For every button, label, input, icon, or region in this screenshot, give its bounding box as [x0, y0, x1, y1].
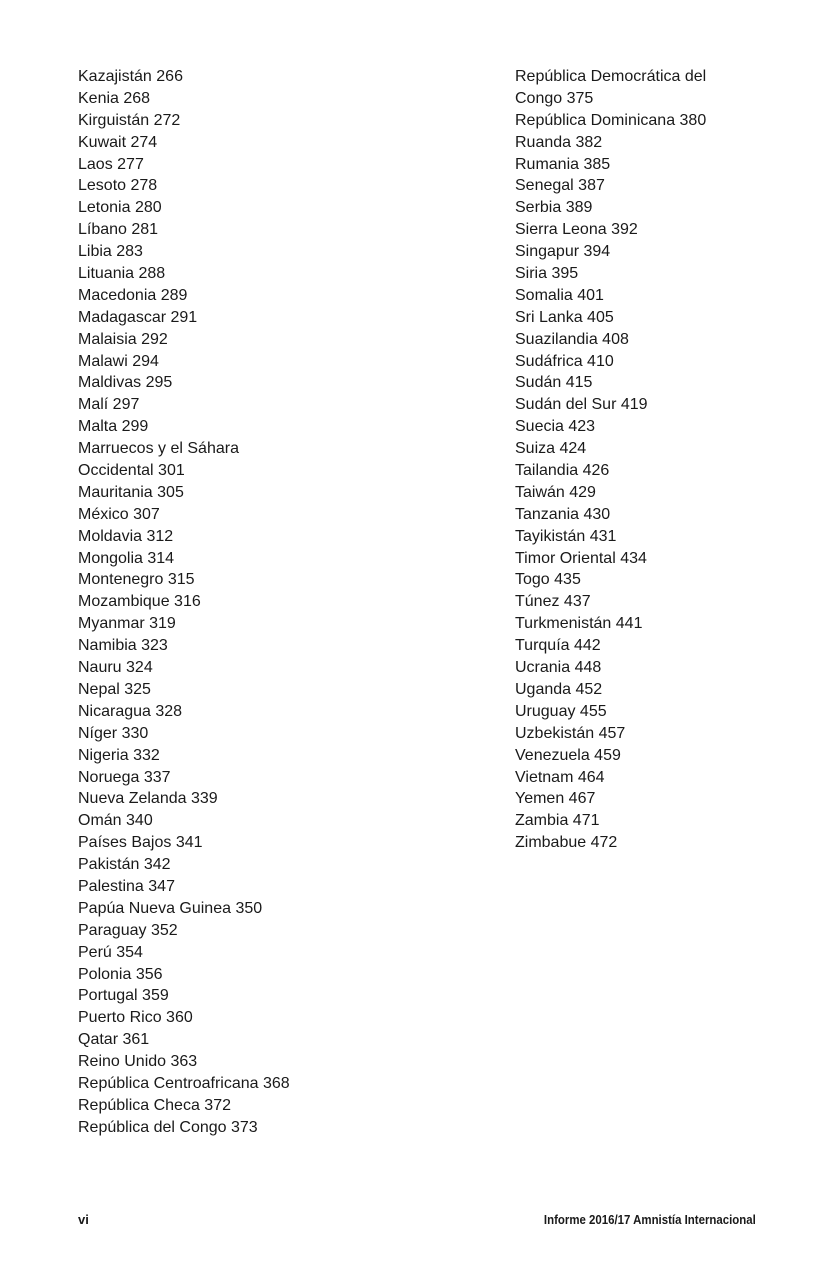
index-entry: Vietnam 464 — [515, 768, 605, 786]
index-entry: Suazilandia 408 — [515, 330, 629, 348]
index-entry: República Democrática del — [515, 68, 707, 85]
index-entry: Rumania 385 — [515, 155, 611, 173]
index-entry: Libia 283 — [78, 243, 143, 261]
index-entry: Kenia 268 — [78, 89, 151, 107]
index-entry: Kuwait 274 — [78, 133, 158, 151]
index-entry: Tayikistán 431 — [515, 527, 617, 545]
index-entry: Líbano 281 — [78, 221, 159, 239]
index-entry: Namibia 323 — [78, 637, 168, 655]
index-entry: República del Congo 373 — [78, 1118, 258, 1136]
index-entry: Maldivas 295 — [78, 374, 173, 392]
index-entry: Malaisia 292 — [78, 330, 168, 348]
index-entry: Mozambique 316 — [78, 593, 201, 611]
index-entry: Kirguistán 272 — [78, 111, 181, 129]
index-entry: Paraguay 352 — [78, 921, 178, 939]
index-column-left — [78, 66, 290, 1139]
index-entry: Togo 435 — [515, 571, 581, 589]
index-entry: Nigeria 332 — [78, 746, 160, 764]
index-entry: República Checa 372 — [78, 1096, 231, 1114]
index-entry: Serbia 389 — [515, 199, 593, 217]
index-entry: Montenegro 315 — [78, 571, 195, 589]
index-entry: Reino Unido 363 — [78, 1053, 198, 1071]
index-entry: Yemen 467 — [515, 790, 596, 808]
index-entry: Malta 299 — [78, 418, 149, 436]
index-entry: Sri Lanka 405 — [515, 308, 614, 326]
index-entry: Palestina 347 — [78, 877, 175, 895]
index-entry: Venezuela 459 — [515, 746, 621, 764]
index-entry: Letonia 280 — [78, 199, 162, 217]
index-entry: República Dominicana 380 — [515, 111, 707, 129]
index-entry: Portugal 359 — [78, 987, 169, 1005]
index-entry: Zambia 471 — [515, 812, 600, 830]
index-entry: Ruanda 382 — [515, 133, 603, 151]
index-entry: Papúa Nueva Guinea 350 — [78, 899, 263, 917]
index-entry: Laos 277 — [78, 155, 144, 173]
running-footer-title: Informe 2016/17 Amnistía Internacional — [544, 1212, 756, 1227]
index-entry: Uruguay 455 — [515, 702, 607, 720]
index-entry: Turquía 442 — [515, 637, 601, 655]
index-entry: Malawi 294 — [78, 352, 159, 370]
page-number: vi — [78, 1212, 89, 1227]
index-entry: Turkmenistán 441 — [515, 615, 643, 633]
index-entry: Qatar 361 — [78, 1031, 150, 1049]
index-entry: Senegal 387 — [515, 177, 605, 195]
index-column-right — [515, 66, 706, 854]
index-entry: Kazajistán 266 — [78, 68, 183, 85]
index-entry: Níger 330 — [78, 724, 149, 742]
index-entry: Mauritania 305 — [78, 483, 184, 501]
index-entry: Nauru 324 — [78, 659, 153, 677]
index-entry: Pakistán 342 — [78, 856, 171, 874]
index-entry: Nepal 325 — [78, 680, 151, 698]
index-entry: Uzbekistán 457 — [515, 724, 626, 742]
index-entry: Macedonia 289 — [78, 286, 188, 304]
index-entry: Omán 340 — [78, 812, 153, 830]
index-entry: Zimbabue 472 — [515, 834, 618, 852]
index-entry: Singapur 394 — [515, 243, 611, 261]
index-entry: Mongolia 314 — [78, 549, 175, 567]
index-entry: Tailandia 426 — [515, 462, 610, 480]
index-entry: Congo 375 — [515, 89, 594, 107]
index-entry: Marruecos y el Sáhara — [78, 440, 239, 458]
index-entry: Sudán del Sur 419 — [515, 396, 648, 414]
index-entry: Myanmar 319 — [78, 615, 176, 633]
index-entry: Uganda 452 — [515, 680, 603, 698]
index-entry: Sudán 415 — [515, 374, 593, 392]
index-entry: México 307 — [78, 505, 160, 523]
index-entry: Madagascar 291 — [78, 308, 198, 326]
index-entry: Moldavia 312 — [78, 527, 174, 545]
index-entry: Noruega 337 — [78, 768, 171, 786]
index-entry: Somalia 401 — [515, 286, 604, 304]
index-entry: Malí 297 — [78, 396, 140, 414]
index-entry: Siria 395 — [515, 265, 579, 283]
index-entry: Nueva Zelanda 339 — [78, 790, 218, 808]
index-entry: Lesoto 278 — [78, 177, 158, 195]
index-entry: Túnez 437 — [515, 593, 591, 611]
index-entry: Sudáfrica 410 — [515, 352, 614, 370]
index-entry: Ucrania 448 — [515, 659, 602, 677]
index-entry: Timor Oriental 434 — [515, 549, 647, 567]
index-entry: Tanzania 430 — [515, 505, 611, 523]
index-entry: Sierra Leona 392 — [515, 221, 638, 239]
index-entry: Suiza 424 — [515, 440, 587, 458]
index-entry: Lituania 288 — [78, 265, 166, 283]
index-entry: Taiwán 429 — [515, 483, 596, 501]
index-entry: Occidental 301 — [78, 462, 185, 480]
index-entry: Puerto Rico 360 — [78, 1009, 193, 1027]
index-entry: Perú 354 — [78, 943, 143, 961]
index-entry: República Centroafricana 368 — [78, 1074, 290, 1092]
index-entry: Polonia 356 — [78, 965, 163, 983]
index-entry: Suecia 423 — [515, 418, 596, 436]
index-entry: Nicaragua 328 — [78, 702, 183, 720]
index-entry: Países Bajos 341 — [78, 834, 203, 852]
